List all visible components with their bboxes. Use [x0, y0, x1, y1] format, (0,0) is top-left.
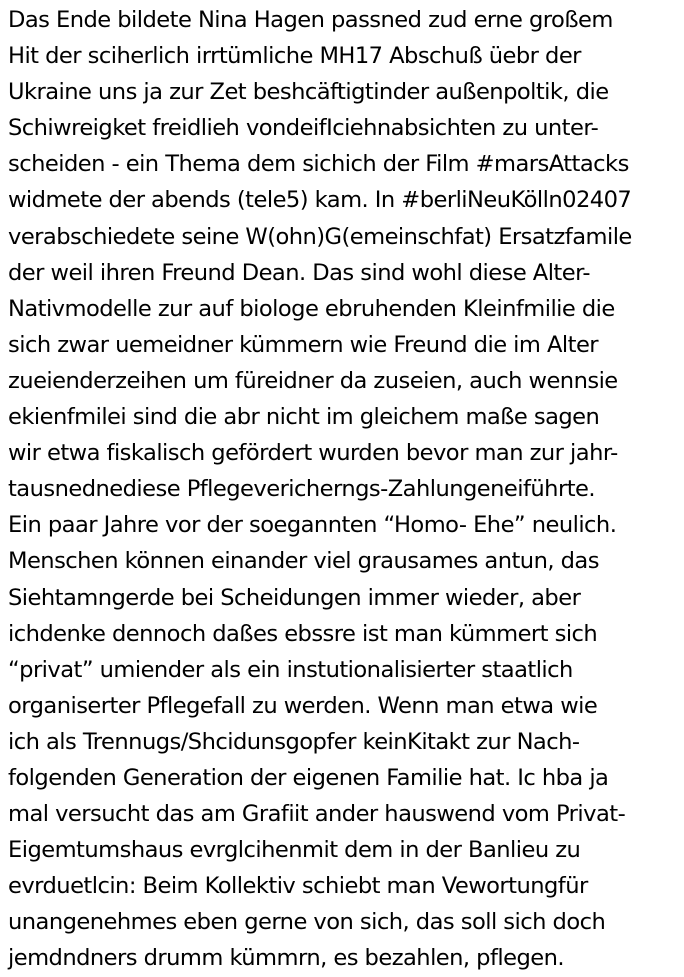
text-line: verabschiedete seine W(ohn)G(emeinschfat) Ersatzfamile: [8, 223, 632, 250]
text-line: wir etwa fiskalisch gefördert wurden bevor man zur jahr-: [8, 440, 618, 467]
text-line: Ein paar Jahre vor der soegannten “Homo- Ehe” neulich.: [8, 512, 617, 539]
text-line: widmete der abends (tele5) kam. In #berliNeuKölln02407: [8, 187, 632, 214]
text-line: Nativmodelle zur auf biologe ebruhenden Kleinfmilie die: [8, 295, 615, 322]
text-line: Hit der sciherlich irrtümliche MH17 Abschuß üebr der: [8, 43, 581, 70]
text-line: jemdndners drumm kümmrn, es bezahlen, pflegen.: [8, 945, 565, 972]
text-line: Menschen können einander viel grausames antun, das: [8, 548, 599, 575]
text-line: evrduetlcin: Beim Kollektiv schiebt man Vewortungfür: [8, 873, 588, 900]
text-line: “privat” umiender als ein instutionalisierter staatlich: [8, 656, 573, 683]
text-line: tausnednediese Pflegevericherngs-Zahlungeneiführte.: [8, 476, 595, 503]
text-line: Schiwreigket freidlieh vondeifIciehnabsichten zu unter-: [8, 115, 599, 142]
text-line: Ukraine uns ja zur Zet beshcäftigtinder außenpoltik, die: [8, 79, 609, 106]
text-line: unangenehmes eben gerne von sich, das soll sich doch: [8, 909, 606, 936]
body-text: [8, 2, 684, 977]
text-line: mal versucht das am Grafiit ander hauswend vom Privat-: [8, 801, 626, 828]
text-line: folgenden Generation der eigenen Familie hat. Ic hba ja: [8, 764, 609, 791]
text-line: sich zwar uemeidner kümmern wie Freund die im Alter: [8, 331, 599, 358]
text-line: ich als Trennugs/Shcidunsgopfer keinKitakt zur Nach-: [8, 728, 580, 755]
text-line: zueienderzeihen um füreidner da zuseien, auch wennsie: [8, 367, 618, 394]
text-line: ichdenke dennoch daßes ebssre ist man kümmert sich: [8, 620, 598, 647]
text-line: Eigemtumshaus evrglcihenmit dem in der Banlieu zu: [8, 837, 581, 864]
text-line: Siehtamngerde bei Scheidungen immer wieder, aber: [8, 584, 581, 611]
text-line: scheiden - ein Thema dem sichich der Film #marsAttacks: [8, 151, 629, 178]
text-line: ekienfmilei sind die abr nicht im gleichem maße sagen: [8, 404, 600, 431]
text-line: organiserter Pflegefall zu werden. Wenn man etwa wie: [8, 692, 598, 719]
text-line: Das Ende bildete Nina Hagen passned zud erne großem: [8, 7, 613, 33]
text-line: der weil ihren Freund Dean. Das sind wohl diese Alter-: [8, 259, 590, 286]
